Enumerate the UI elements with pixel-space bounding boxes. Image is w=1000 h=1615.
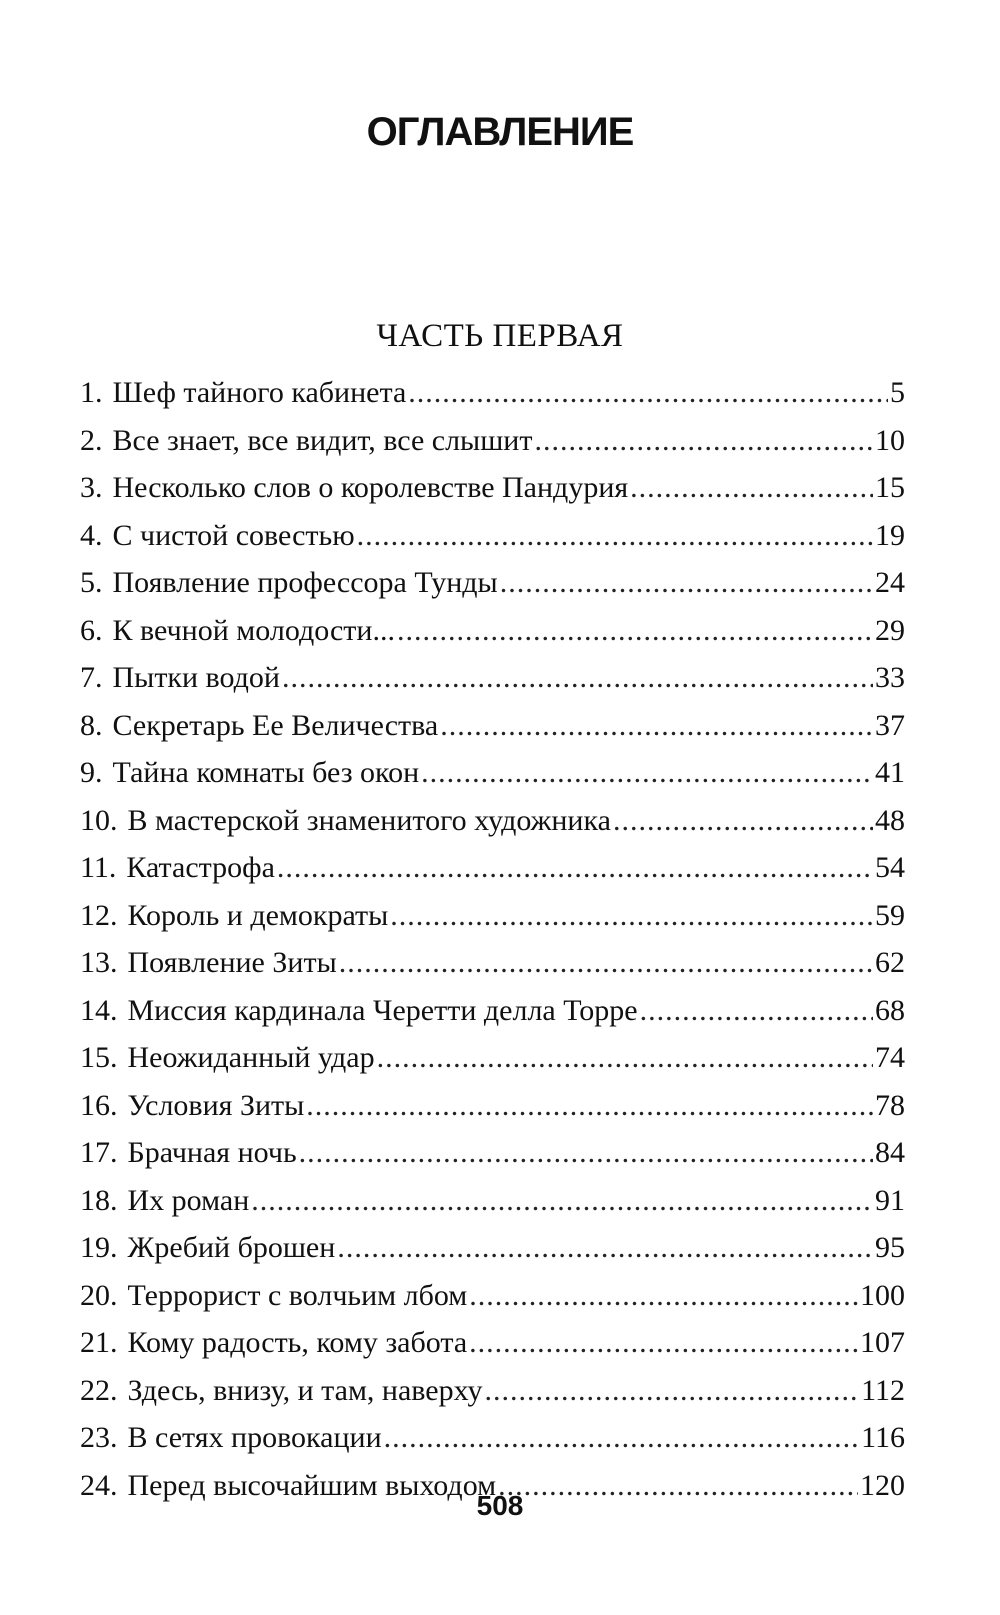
toc-entry-number: 13. xyxy=(80,946,118,979)
toc-entry-title: Жребий брошен xyxy=(127,1231,336,1264)
toc-entry-page: 19 xyxy=(875,518,905,552)
toc-entry-number: 20. xyxy=(80,1278,118,1312)
toc-entry-number: 22. xyxy=(80,1373,118,1407)
toc-entry xyxy=(80,899,905,947)
toc-entry xyxy=(80,804,905,852)
toc-entry-title: Миссия кардинала Черетти делла Торре xyxy=(127,993,638,1027)
toc-entry-number: 21. xyxy=(80,1326,118,1359)
toc-entry-number: 23. xyxy=(80,1421,118,1454)
toc-entry xyxy=(80,994,905,1042)
toc-dot-leader xyxy=(251,1184,873,1218)
toc-entry-title: Катастрофа xyxy=(126,851,275,884)
toc-entry xyxy=(80,661,905,709)
toc-entry-number: 14. xyxy=(80,993,118,1027)
page-number: 508 xyxy=(476,1490,524,1521)
toc-entry-number: 2. xyxy=(80,423,103,457)
toc-entry-title: Кому радость, кому забота xyxy=(127,1326,468,1359)
toc-dot-leader xyxy=(306,1089,873,1123)
toc-entry-page: 10 xyxy=(875,423,905,457)
toc-dot-leader xyxy=(397,614,873,648)
toc-entry-title: Перед высочайшим выходом xyxy=(127,1468,497,1502)
toc-entry-page: 91 xyxy=(875,1183,905,1217)
toc-entry-number: 16. xyxy=(80,1088,118,1122)
toc-entry-number: 12. xyxy=(80,898,118,932)
toc-entry-title: Здесь, внизу, и там, наверху xyxy=(127,1373,483,1407)
toc-entry-page: 15 xyxy=(875,471,905,504)
toc-entry xyxy=(80,376,905,424)
toc-entry xyxy=(80,424,905,472)
part-heading: ЧАСТЬ ПЕРВАЯ xyxy=(376,318,624,354)
toc-entry-page: 68 xyxy=(875,993,905,1027)
toc-dot-leader xyxy=(440,709,873,743)
toc-dot-leader xyxy=(484,1374,859,1408)
toc-dot-leader xyxy=(640,994,873,1028)
toc-entry-page: 95 xyxy=(875,1231,905,1264)
toc-entry-page: 33 xyxy=(875,661,905,694)
toc-entry-number: 8. xyxy=(80,708,103,742)
toc-entry-title: С чистой совестью xyxy=(112,518,355,552)
toc-entry xyxy=(80,614,905,662)
toc-entry-page: 107 xyxy=(860,1326,905,1359)
toc-entry-page: 112 xyxy=(861,1373,905,1407)
toc-entry xyxy=(80,756,905,804)
toc-dot-leader xyxy=(277,851,873,885)
toc-entry-number: 24. xyxy=(80,1468,118,1502)
toc-entry-title: Брачная ночь xyxy=(127,1136,297,1169)
toc-dot-leader xyxy=(377,1041,873,1075)
toc-dot-leader xyxy=(500,566,873,600)
toc-entry-page: 37 xyxy=(875,708,905,742)
toc-entry-page: 120 xyxy=(860,1468,905,1502)
toc-entry-page: 62 xyxy=(875,946,905,979)
toc-entry-title: Условия Зиты xyxy=(127,1088,305,1122)
toc-entry xyxy=(80,1326,905,1374)
toc-entry-page: 5 xyxy=(890,376,905,409)
toc-dot-leader xyxy=(613,804,873,838)
toc-entry-title: Появление профессора Тунды xyxy=(112,566,498,599)
page-title: ОГЛАВЛЕНИЕ xyxy=(366,110,634,154)
toc-entry-title: Все знает, все видит, все слышит xyxy=(112,423,533,457)
toc-entry-number: 11. xyxy=(80,851,117,884)
toc-entry xyxy=(80,1374,905,1422)
toc-dot-leader xyxy=(390,899,873,933)
toc-entry-title: Король и демократы xyxy=(127,898,389,932)
toc-entry xyxy=(80,946,905,994)
toc-entry-number: 10. xyxy=(80,803,118,837)
toc-entry xyxy=(80,1089,905,1137)
toc-entry-title: Их роман xyxy=(127,1183,250,1217)
toc-dot-leader xyxy=(630,471,873,505)
toc-entry-title: Тайна комнаты без окон xyxy=(112,756,420,789)
toc-entry-title: Неожиданный удар xyxy=(127,1041,375,1074)
toc-entry-title: Появление Зиты xyxy=(127,946,337,979)
toc-entry-page: 48 xyxy=(875,803,905,837)
toc-entry-page: 78 xyxy=(875,1088,905,1122)
toc-entry xyxy=(80,851,905,899)
toc-entry-number: 18. xyxy=(80,1183,118,1217)
toc-entry-number: 4. xyxy=(80,518,103,552)
toc-dot-leader xyxy=(299,1136,873,1170)
toc-entry-title: К вечной молодости... xyxy=(112,613,395,647)
toc-dot-leader xyxy=(357,519,873,553)
toc-dot-leader xyxy=(337,1231,873,1265)
toc-entry xyxy=(80,1041,905,1089)
toc-entry-page: 84 xyxy=(875,1136,905,1169)
toc-dot-leader xyxy=(421,756,873,790)
toc-entry-title: Пытки водой xyxy=(112,661,280,694)
toc-entry xyxy=(80,1279,905,1327)
toc-entry-number: 3. xyxy=(80,471,103,504)
toc-entry-number: 19. xyxy=(80,1231,118,1264)
toc-entry xyxy=(80,1184,905,1232)
toc-entry xyxy=(80,1231,905,1279)
toc-entry-number: 5. xyxy=(80,566,103,599)
toc-entry xyxy=(80,709,905,757)
toc-entry xyxy=(80,519,905,567)
toc-entry-title: Несколько слов о королевстве Пандурия xyxy=(112,471,629,504)
toc-entry-number: 15. xyxy=(80,1041,118,1074)
toc-entry-title: В мастерской знаменитого художника xyxy=(127,803,611,837)
toc-entry-title: Шеф тайного кабинета xyxy=(112,376,407,409)
toc-entry xyxy=(80,1421,905,1469)
toc-entry-page: 59 xyxy=(875,898,905,932)
toc-entry-page: 116 xyxy=(861,1421,905,1454)
toc-dot-leader xyxy=(469,1326,858,1360)
toc-entry-page: 29 xyxy=(875,613,905,647)
toc-entry xyxy=(80,1136,905,1184)
toc-entry xyxy=(80,471,905,519)
toc-entry xyxy=(80,566,905,614)
toc-entry-number: 7. xyxy=(80,661,103,694)
toc-entry-page: 41 xyxy=(875,756,905,789)
toc-entry-number: 6. xyxy=(80,613,103,647)
toc-entry-number: 17. xyxy=(80,1136,118,1169)
toc-entry-number: 1. xyxy=(80,376,103,409)
toc-entry-title: Секретарь Ее Величества xyxy=(112,708,439,742)
toc-dot-leader xyxy=(534,424,873,458)
toc-entry-title: В сетях провокации xyxy=(127,1421,382,1454)
toc-entry-page: 24 xyxy=(875,566,905,599)
toc-entry-page: 54 xyxy=(875,851,905,884)
toc-dot-leader xyxy=(408,376,888,410)
toc-entry-title: Террорист с волчьим лбом xyxy=(127,1278,468,1312)
table-of-contents xyxy=(80,376,905,1516)
toc-dot-leader xyxy=(282,661,873,695)
toc-dot-leader xyxy=(339,946,873,980)
toc-dot-leader xyxy=(469,1279,858,1313)
toc-dot-leader xyxy=(384,1421,859,1455)
toc-entry-page: 100 xyxy=(860,1278,905,1312)
toc-entry-number: 9. xyxy=(80,756,103,789)
toc-entry-page: 74 xyxy=(875,1041,905,1074)
